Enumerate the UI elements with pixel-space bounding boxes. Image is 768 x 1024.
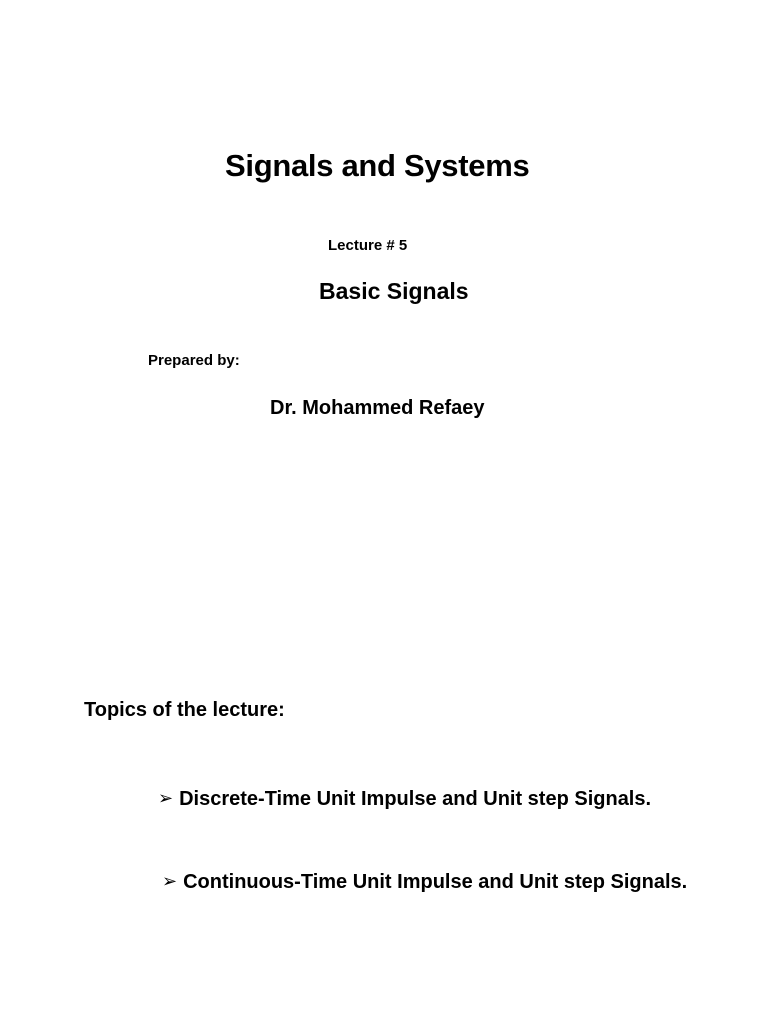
prepared-by-label: Prepared by: [148, 352, 240, 369]
topic-item-label: Continuous-Time Unit Impulse and Unit step Signals. [183, 871, 688, 893]
author-name: Dr. Mohammed Refaey [270, 397, 485, 419]
document-title: Signals and Systems [225, 148, 530, 183]
lecture-subtitle: Basic Signals [319, 278, 469, 304]
lecture-number: Lecture # 5 [328, 237, 408, 254]
arrowhead-bullet-icon: ➢ [158, 788, 174, 809]
arrowhead-bullet-icon: ➢ [162, 871, 178, 892]
topic-item [162, 872, 687, 892]
topic-item [158, 789, 651, 809]
topic-item-label: Discrete-Time Unit Impulse and Unit step Signals. [179, 788, 652, 810]
topics-heading: Topics of the lecture: [84, 699, 285, 721]
